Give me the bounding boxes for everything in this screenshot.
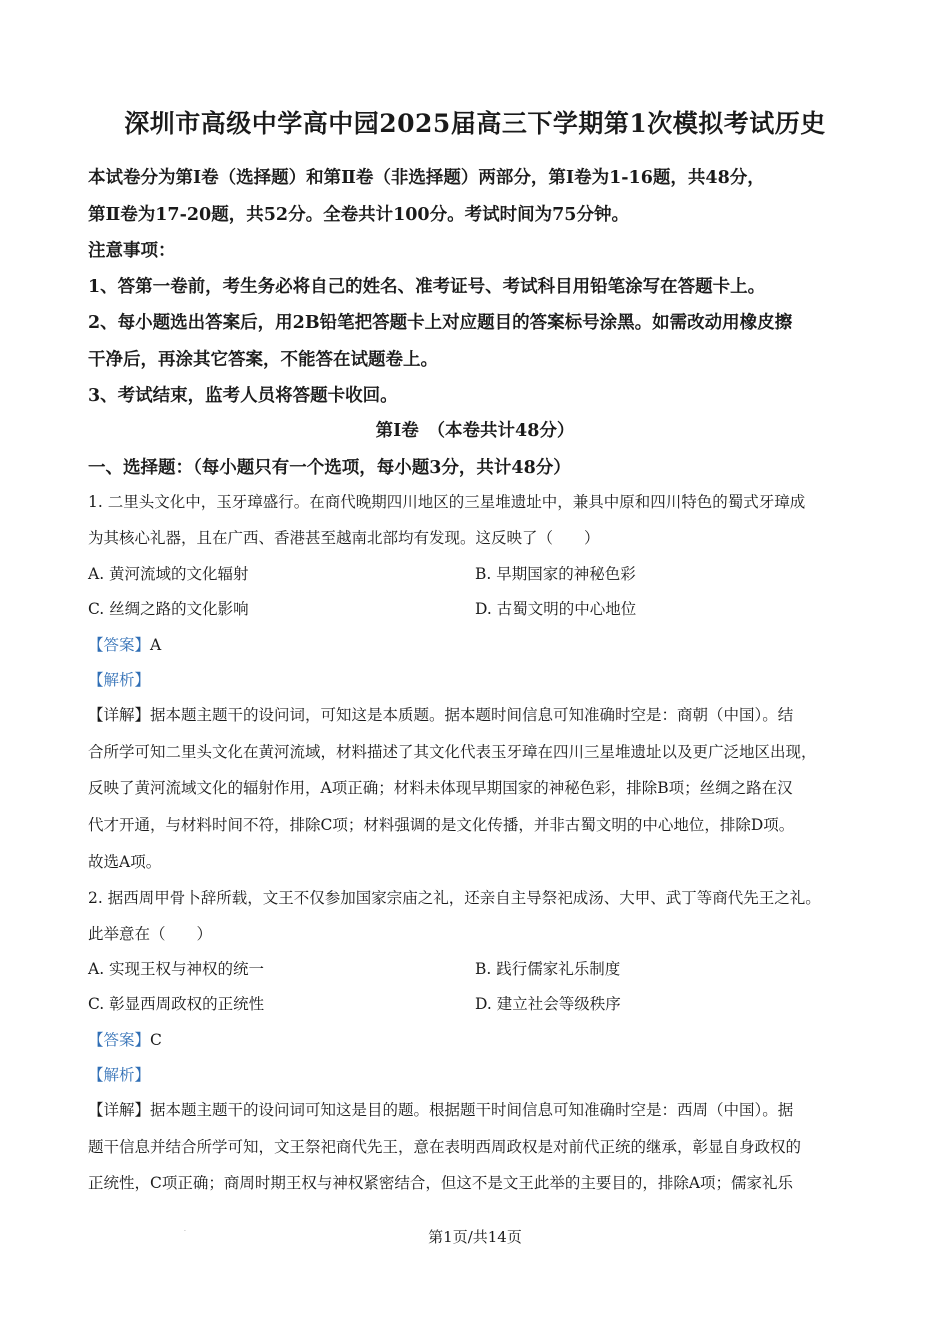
- q2-detail-text-1: 据本题主题干的设问词可知这是目的题。根据题干时间信息可知准确时空是：西周（中国）。据: [150, 1101, 794, 1119]
- q1-detail-line-5: 故选A项。: [88, 853, 162, 871]
- q2-analysis-label: 【解析】: [88, 1066, 151, 1084]
- q1-option-b: B. 早期国家的神秘色彩: [475, 565, 636, 583]
- q2-detail-line-2: 题干信息并结合所学可知，文王祭祀商代先王，意在表明西周政权是对前代正统的继承，彰显自身政权的: [88, 1138, 802, 1156]
- notice-heading: 注意事项：: [88, 241, 176, 261]
- intro-line-1: 本试卷分为第Ⅰ卷（选择题）和第Ⅱ卷（非选择题）两部分，第Ⅰ卷为1-16题，共48分，: [88, 168, 765, 188]
- q1-detail-text-1: 据本题主题干的设问词，可知这是本质题。据本题时间信息可知准确时空是：商朝（中国）。结: [150, 706, 794, 724]
- section-title: 第Ⅰ卷 （本卷共计48分）: [375, 421, 575, 441]
- exam-title: 深圳市高级中学高中园2025届高三下学期第1次模拟考试历史: [124, 109, 826, 138]
- q2-detail-line-1: [88, 1098, 878, 1120]
- q1-analysis-label: 【解析】: [88, 671, 151, 689]
- q1-stem-line-1: 1. 二里头文化中，玉牙璋盛行。在商代晚期四川地区的三星堆遗址中，兼具中原和四川特色的蜀式牙璋成: [88, 493, 806, 511]
- q2-detail-label: 【详解】: [88, 1101, 151, 1119]
- q2-answer-value: C: [150, 1031, 162, 1049]
- q1-answer-value: A: [150, 636, 162, 654]
- intro-line-2: 第Ⅱ卷为17-20题，共52分。全卷共计100分。考试时间为75分钟。: [88, 205, 629, 225]
- q1-detail-line-3: 反映了黄河流域文化的辐射作用，A项正确；材料未体现早期国家的神秘色彩，排除B项；丝绸之路在汉: [88, 779, 793, 797]
- q1-answer: [88, 633, 878, 655]
- q2-stem-line-2: 此举意在（ ）: [88, 925, 213, 943]
- notice-line-1: 1、答第一卷前，考生务必将自己的姓名、准考证号、考试科目用铅笔涂写在答题卡上。: [88, 277, 766, 297]
- notice-line-3: 干净后，再涂其它答案，不能答在试题卷上。: [88, 350, 438, 370]
- q1-answer-label: 【答案】: [88, 636, 151, 654]
- q2-option-a: A. 实现王权与神权的统一: [88, 960, 265, 978]
- q2-detail-line-3: 正统性，C项正确；商周时期王权与神权紧密结合，但这不是文王此举的主要目的，排除A项；儒家礼乐: [88, 1174, 794, 1192]
- notice-line-2: 2、每小题选出答案后，用2B铅笔把答题卡上对应题目的答案标号涂黑。如需改动用橡皮擦: [88, 313, 793, 333]
- q1-detail-label: 【详解】: [88, 706, 151, 724]
- q1-option-d: D. 古蜀文明的中心地位: [475, 600, 637, 618]
- q2-option-d: D. 建立社会等级秩序: [475, 995, 621, 1013]
- q1-detail-line-2: 合所学可知二里头文化在黄河流域，材料描述了其文化代表玉牙璋在四川三星堆遗址以及更广泛地区出现，: [88, 743, 817, 761]
- q2-stem-line-1: 2. 据西周甲骨卜辞所载，文王不仅参加国家宗庙之礼，还亲自主导祭祀成汤、大甲、武丁等商代先王之礼。: [88, 889, 821, 907]
- q1-stem-line-2: 为其核心礼器，且在广西、香港甚至越南北部均有发现。这反映了（ ）: [88, 529, 600, 547]
- q1-option-a: A. 黄河流域的文化辐射: [88, 565, 249, 583]
- notice-line-4: 3、考试结束，监考人员将答题卡收回。: [88, 386, 398, 406]
- q2-option-c: C. 彰显西周政权的正统性: [88, 995, 265, 1013]
- q1-detail-line-4: 代才开通，与材料时间不符，排除C项；材料强调的是文化传播，并非古蜀文明的中心地位，排除D项。: [88, 816, 795, 834]
- q1-detail-line-1: [88, 703, 878, 725]
- q2-answer-label: 【答案】: [88, 1031, 151, 1049]
- part-heading: 一、选择题：（每小题只有一个选项，每小题3分，共计48分）: [88, 458, 571, 478]
- q1-option-c: C. 丝绸之路的文化影响: [88, 600, 249, 618]
- page-footer: 第1页/共14页: [428, 1228, 522, 1246]
- q2-option-b: B. 践行儒家礼乐制度: [475, 960, 621, 978]
- q2-answer: [88, 1028, 878, 1050]
- scan-dot: ·: [184, 1228, 186, 1235]
